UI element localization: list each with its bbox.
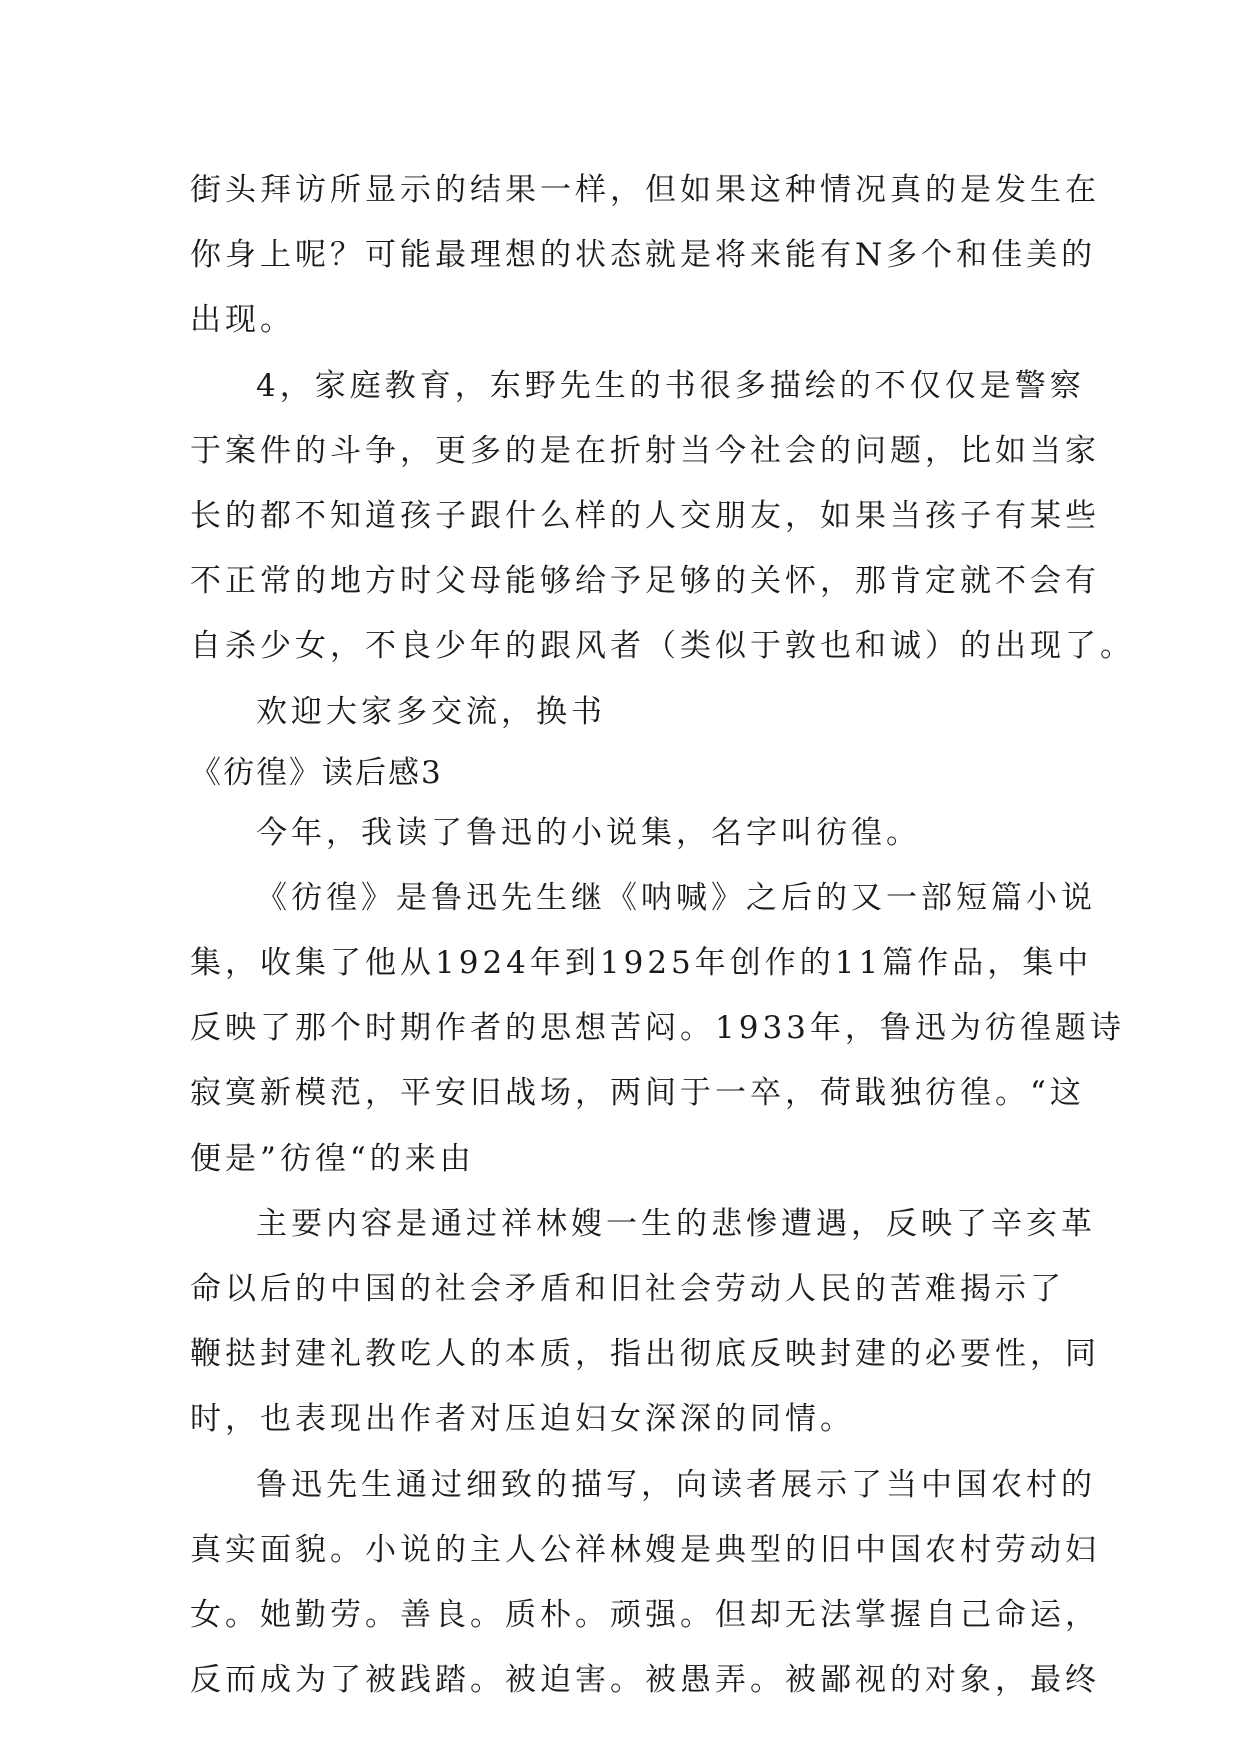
text-line: 命以后的中国的社会矛盾和旧社会劳动人民的苦难揭示了 xyxy=(190,1271,1065,1307)
text-line: 时，也表现出作者对压迫妇女深深的同情。 xyxy=(190,1401,855,1438)
text-line: 出现。 xyxy=(190,302,295,339)
text-line: 集，收集了他从1924年到1925年创作的11篇作品，集中 xyxy=(190,945,1093,982)
text-line: 反映了那个时期作者的思想苦闷。1933年，鲁迅为彷徨题诗 xyxy=(190,1010,1125,1047)
text-line: 真实面貌。小说的主人公祥林嫂是典型的旧中国农村劳动妇 xyxy=(190,1531,1100,1568)
text-line: 自杀少女，不良少年的跟风者（类似于敦也和诚）的出现了。 xyxy=(190,628,1135,665)
text-line: 便是”彷徨“的来由 xyxy=(190,1140,475,1177)
text-line: 4，家庭教育，东野先生的书很多描绘的不仅仅是警察 xyxy=(256,367,1085,404)
text-line: 《彷徨》是鲁迅先生继《呐喊》之后的又一部短篇小说 xyxy=(256,879,1096,916)
text-line: 主要内容是通过祥林嫂一生的悲惨遭遇，反映了辛亥革 xyxy=(256,1205,1096,1242)
text-line: 街头拜访所显示的结果一样，但如果这种情况真的是发生在 xyxy=(190,172,1100,208)
text-line: 欢迎大家多交流，换书 xyxy=(256,693,606,730)
text-line: 不正常的地方时父母能够给予足够的关怀，那肯定就不会有 xyxy=(190,563,1100,600)
text-line: 你身上呢？可能最理想的状态就是将来能有N多个和佳美的 xyxy=(190,237,1097,274)
text-line: 女。她勤劳。善良。质朴。顽强。但却无法掌握自己命运， xyxy=(190,1596,1100,1633)
text-line: 于案件的斗争，更多的是在折射当今社会的问题，比如当家 xyxy=(190,432,1100,469)
text-line: 今年，我读了鲁迅的小说集，名字叫彷徨。 xyxy=(256,814,921,851)
document-page xyxy=(190,158,1135,1713)
text-line: 寂寞新模范，平安旧战场，两间于一卒，荷戢独彷徨。“这 xyxy=(190,1075,1085,1112)
text-line: 鞭挞封建礼教吃人的本质，指出彻底反映封建的必要性，同 xyxy=(190,1336,1100,1373)
text-line: 长的都不知道孩子跟什么样的人交朋友，如果当孩子有某些 xyxy=(190,497,1100,534)
text-line: 鲁迅先生通过细致的描写，向读者展示了当中国农村的 xyxy=(256,1466,1096,1503)
section-heading: 《彷徨》读后感3 xyxy=(190,754,443,791)
text-line: 反而成为了被践踏。被迫害。被愚弄。被鄙视的对象，最终 xyxy=(190,1662,1100,1699)
